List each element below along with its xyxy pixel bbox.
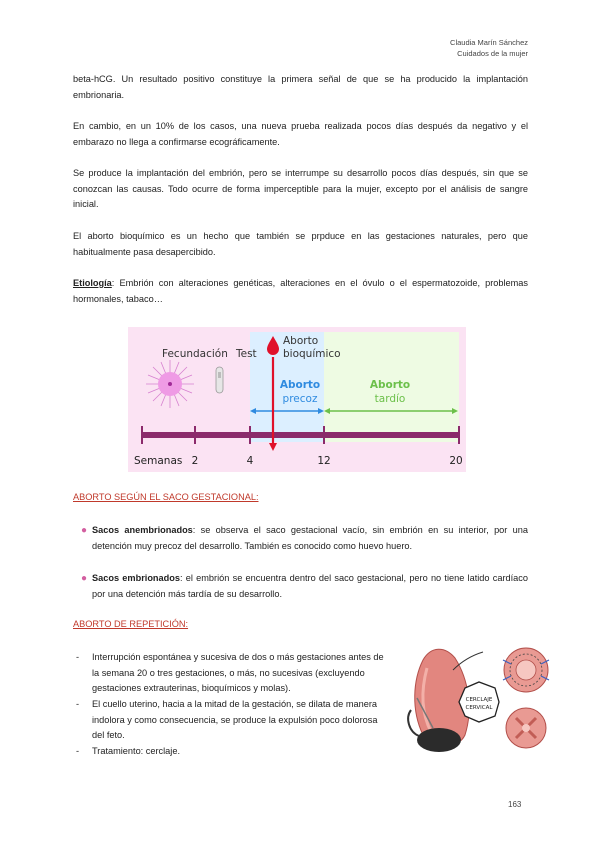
bullet-dot-icon: ● [81, 573, 88, 584]
paragraph-1: beta-hCG. Un resultado positivo constituye la primera señal de que se ha producido la implantación embrionaria. [73, 74, 528, 100]
label-aborto-precoz-2: precoz [282, 393, 318, 405]
tick-label: 12 [317, 455, 331, 467]
list-item [76, 650, 392, 697]
list-item [76, 697, 392, 744]
pregnancy-test-icon [216, 367, 223, 393]
page-header [450, 37, 528, 59]
paragraph-4: El aborto bioquímico es un hecho que también se prpduce en las gestaciones naturales, pero que habitualmente pasa desapercibido. [73, 231, 528, 257]
list-item [76, 744, 392, 760]
timeline-bar [142, 432, 460, 438]
cerclaje-illustration [403, 640, 553, 755]
list-item [81, 523, 528, 554]
etiologia-text: : Embrión con alteraciones genéticas, alteraciones en el óvulo o el espermatozoide, problemas hormonales, tabaco… [73, 278, 528, 304]
tick-label: 20 [449, 455, 463, 467]
label-aborto-tardio-1: Aborto [369, 379, 411, 391]
cerclaje-label-1: CERCLAJE [465, 697, 493, 703]
item-text: Tratamiento: cerclaje. [92, 746, 180, 756]
dash-marker: - [76, 699, 80, 709]
etiologia-label: Etiología [73, 278, 112, 288]
item-text: : se observa el saco gestacional vacío, sin embrión en su interior, por una detención muy precoz del desarrollo. También es conocido como huevo huero. [92, 525, 528, 551]
tick-label: 4 [246, 455, 254, 467]
label-test: Test [236, 348, 257, 360]
item-text: Interrupción espontánea y sucesiva de dos o más gestaciones antes de la semana 20 o tres gestaciones, o más, no sucesivas (excluyendo gestaciones extrauterinas, bioquímicos y molas). [92, 652, 384, 693]
label-aborto-bioquimico-2: bioquímico [283, 348, 341, 360]
paragraph-3: Se produce la implantación del embrión, pero se interrumpe su desarrollo pocos días después, sin que se conozcan las causas. Todo ocurre de forma imperceptible para la mujer, excepto por el análisis de sangre inicial. [73, 168, 528, 209]
cerclaje-label-2: CERVICAL [465, 705, 493, 711]
dash-marker: - [76, 652, 80, 662]
list-item [81, 571, 528, 602]
tick-label: 2 [191, 455, 199, 467]
page-number: 163 [508, 800, 522, 809]
dash-marker: - [76, 746, 80, 756]
header-subject: Cuidados de la mujer [457, 49, 528, 58]
pregnancy-timeline-diagram [128, 327, 466, 472]
section-title-repeticion: ABORTO DE REPETICIÓN: [73, 619, 189, 629]
item-text: : el embrión se encuentra dentro del saco gestacional, pero no tiene latido cardíaco por una detención más tardía de su desarrollo. [92, 573, 528, 599]
header-author: Claudia Marín Sánchez [450, 38, 528, 47]
label-fecundacion: Fecundación [162, 348, 228, 360]
etiologia-paragraph [73, 276, 528, 307]
label-aborto-tardio-2: tardío [374, 393, 406, 405]
label-aborto-precoz-1: Aborto [279, 379, 321, 391]
embryo-icon [146, 360, 194, 408]
paragraph-2: En cambio, en un 10% de los casos, una nueva prueba realizada pocos días después da negativo y el embarazo no llega a confirmarse ecográficamente. [73, 121, 528, 147]
label-aborto-bioquimico-1: Aborto [283, 335, 319, 347]
item-bold: Sacos anembrionados [92, 525, 193, 535]
label-semanas: Semanas [134, 455, 183, 467]
section-title-saco: ABORTO SEGÚN EL SACO GESTACIONAL: [73, 492, 259, 502]
bullet-dot-icon: ● [81, 525, 88, 536]
item-text: El cuello uterino, hacia a la mitad de la gestación, se dilata de manera indolora y como consecuencia, se produce la expulsión poco dolorosa del feto. [92, 699, 378, 740]
item-bold: Sacos embrionados [92, 573, 180, 583]
